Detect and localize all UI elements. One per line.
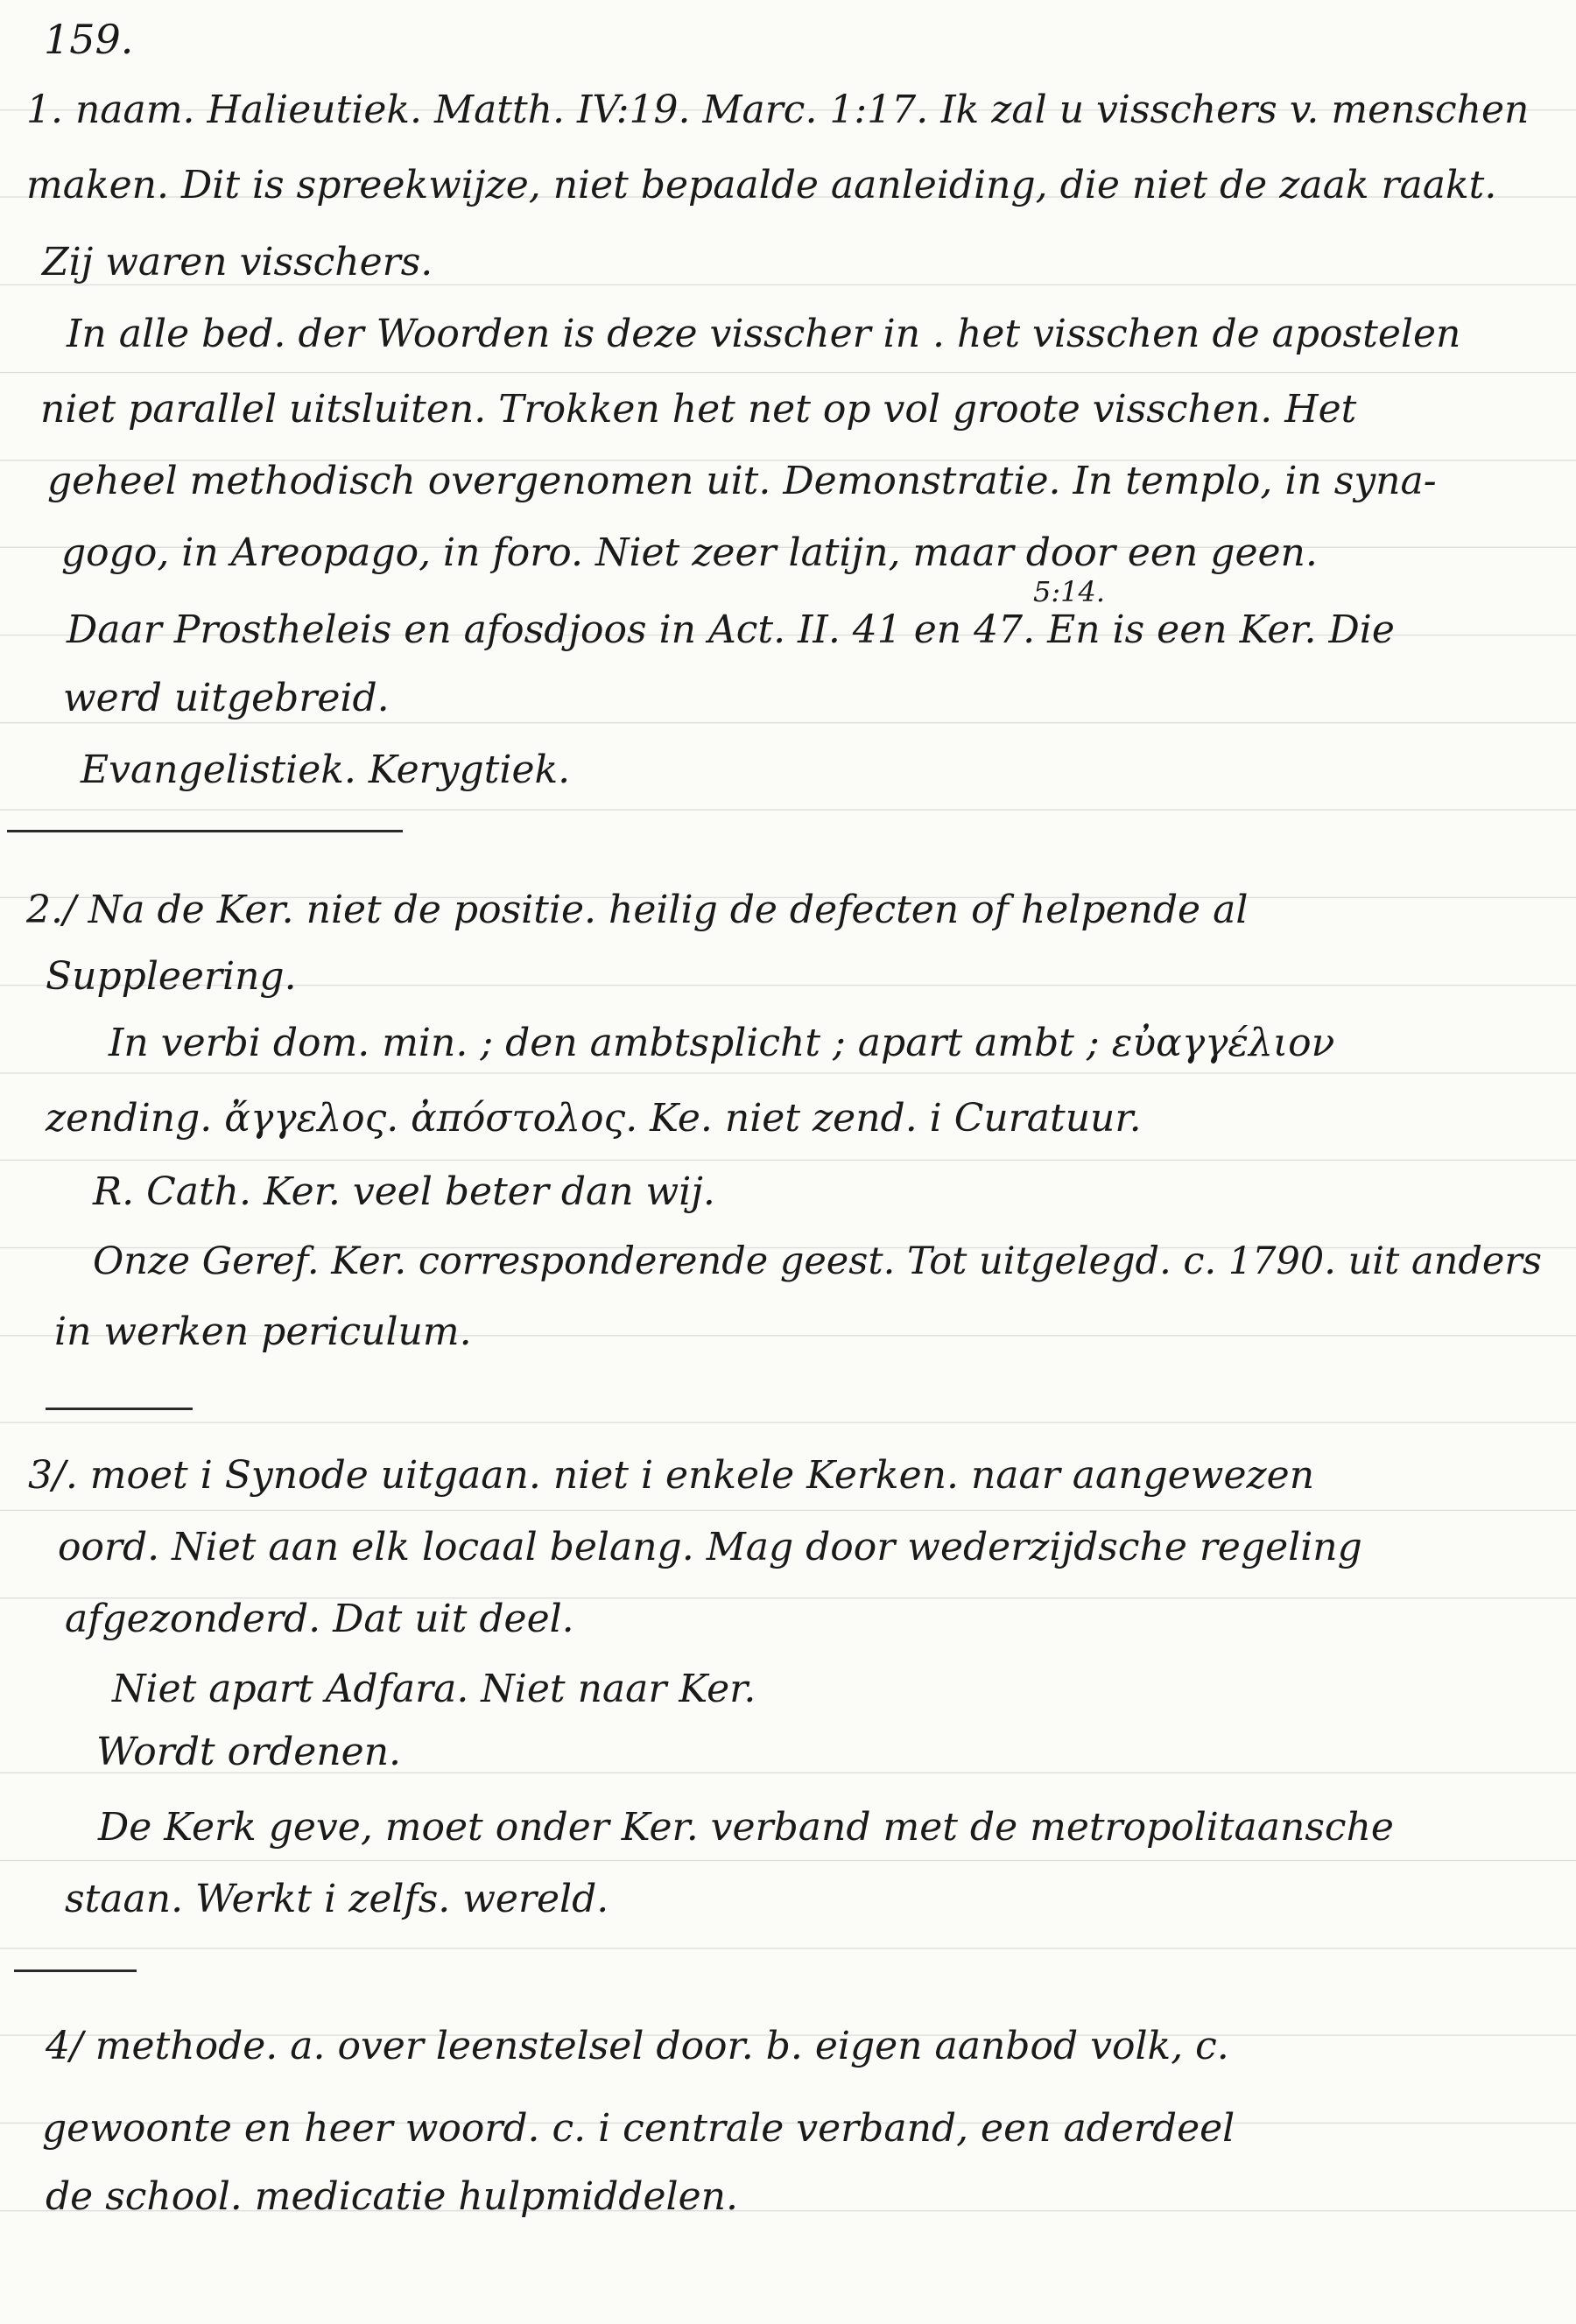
manuscript-line: afgezonderd. Dat uit deel. bbox=[65, 1597, 574, 1641]
manuscript-line: zending. ἄγγελος. ἀπόστολος. Ke. niet zend. i Curatuur. bbox=[46, 1096, 1142, 1141]
manuscript-line: oord. Niet aan elk locaal belang. Mag door wederzijdsche regeling bbox=[58, 1525, 1362, 1569]
manuscript-line: Onze Geref. Ker. corresponderende geest. Tot uitgelegd. c. 1790. uit anders bbox=[93, 1239, 1542, 1283]
manuscript-line: 4/ methode. a. over leenstelsel door. b. eigen aanbod volk, c. bbox=[46, 2024, 1229, 2068]
manuscript-line: geheel methodisch overgenomen uit. Demonstratie. In templo, in syna- bbox=[47, 459, 1437, 503]
manuscript-line: 1. naam. Halieutiek. Matth. IV:19. Marc. 1:17. Ik zal u visschers v. menschen bbox=[26, 88, 1530, 132]
page-number: 159. bbox=[44, 16, 134, 63]
manuscript-line: staan. Werkt i zelfs. wereld. bbox=[65, 1877, 609, 1921]
verse-reference: 5:14. bbox=[1033, 575, 1106, 608]
manuscript-line: In verbi dom. min. ; den ambtsplicht ; apart ambt ; εὐαγγέλιον bbox=[109, 1021, 1335, 1065]
manuscript-line: Suppleering. bbox=[46, 954, 297, 999]
manuscript-line: Evangelistiek. Kerygtiek. bbox=[81, 748, 571, 792]
manuscript-line: Zij waren visschers. bbox=[42, 240, 433, 284]
manuscript-line: in werken periculum. bbox=[54, 1309, 472, 1354]
manuscript-line: Wordt ordenen. bbox=[96, 1730, 402, 1774]
manuscript-line: de school. medicatie hulpmiddelen. bbox=[46, 2174, 738, 2219]
manuscript-line: 2./ Na de Ker. niet de positie. heilig de defecten of helpende al bbox=[26, 888, 1249, 932]
manuscript-line: maken. Dit is spreekwijze, niet bepaalde aanleiding, die niet de zaak raakt. bbox=[26, 163, 1497, 207]
manuscript-line: werd uitgebreid. bbox=[63, 676, 390, 720]
section-divider bbox=[14, 1969, 137, 1972]
manuscript-line: De Kerk geve, moet onder Ker. verband met de metropolitaansche bbox=[98, 1805, 1394, 1850]
manuscript-line: Niet apart Adfara. Niet naar Ker. bbox=[112, 1667, 756, 1711]
manuscript-line: gogo, in Areopago, in foro. Niet zeer latijn, maar door een geen. bbox=[61, 530, 1318, 575]
manuscript-line: R. Cath. Ker. veel beter dan wij. bbox=[93, 1169, 715, 1214]
manuscript-line: 3/. moet i Synode uitgaan. niet i enkele Kerken. naar aangewezen bbox=[28, 1453, 1315, 1498]
section-divider bbox=[7, 830, 403, 832]
manuscript-line: niet parallel uitsluiten. Trokken het net op vol groote visschen. Het bbox=[40, 387, 1357, 432]
manuscript-line: Daar Prostheleis en afosdjoos in Act. II. 41 en 47. En is een Ker. Die bbox=[67, 607, 1395, 652]
manuscript-line: In alle bed. der Woorden is deze visscher in . het visschen de apostelen bbox=[67, 312, 1461, 356]
section-divider bbox=[46, 1408, 193, 1410]
manuscript-line: gewoonte en heer woord. c. i centrale verband, een aderdeel bbox=[42, 2106, 1235, 2151]
